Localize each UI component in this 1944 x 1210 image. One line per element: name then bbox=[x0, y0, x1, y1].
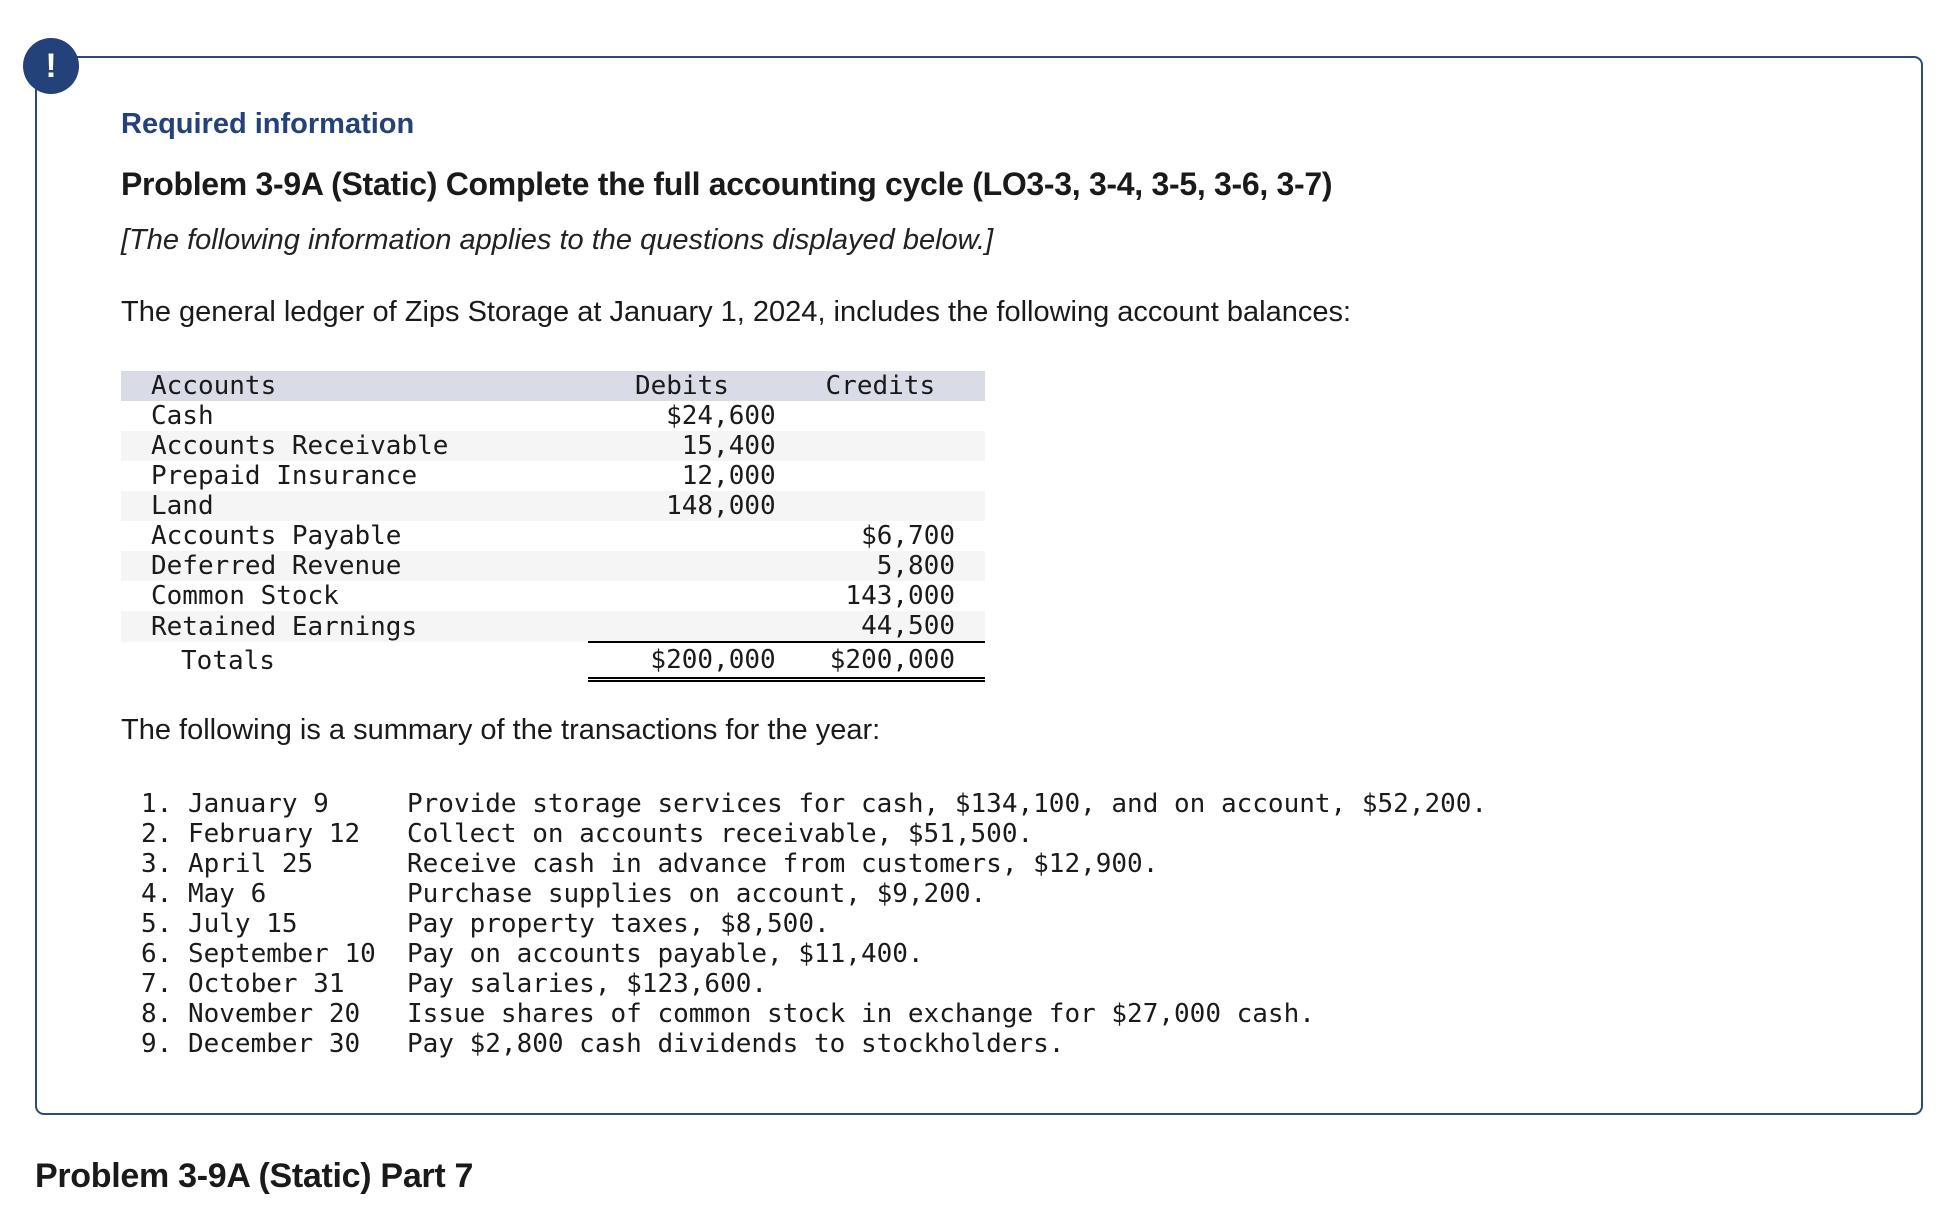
transaction-text: Pay $2,800 cash dividends to stockholders. bbox=[407, 1029, 1065, 1059]
list-item bbox=[141, 819, 1487, 849]
transaction-text: Receive cash in advance from customers, $12,900. bbox=[407, 849, 1159, 879]
debit bbox=[588, 611, 775, 642]
ledger-intro: The general ledger of Zips Storage at January 1, 2024, includes the following account balances: bbox=[121, 296, 1352, 328]
account-name: Accounts Payable bbox=[151, 521, 402, 551]
transaction-text: Provide storage services for cash, $134,100, and on account, $52,200. bbox=[407, 789, 1488, 819]
totals-label: Totals bbox=[181, 645, 275, 676]
header-credits: Credits bbox=[776, 371, 985, 401]
transaction-date: 1. January 9 bbox=[141, 789, 329, 819]
table-row bbox=[121, 431, 985, 461]
debit: 148,000 bbox=[588, 491, 775, 521]
account-name: Retained Earnings bbox=[121, 611, 588, 642]
credit: 143,000 bbox=[845, 581, 955, 611]
table-row bbox=[121, 401, 985, 431]
debit: 15,400 bbox=[588, 431, 775, 461]
account-name: Accounts Receivable bbox=[121, 431, 588, 461]
table-row bbox=[121, 521, 985, 551]
transaction-text: Collect on accounts receivable, $51,500. bbox=[407, 819, 1034, 849]
account-name: Land bbox=[121, 491, 588, 521]
debit bbox=[588, 551, 775, 581]
debit: 12,000 bbox=[681, 461, 776, 491]
table-row bbox=[121, 461, 985, 491]
transaction-date: 3. April 25 bbox=[141, 849, 314, 879]
credit bbox=[776, 431, 985, 461]
transaction-date: 4. May 6 bbox=[141, 879, 267, 909]
list-item bbox=[141, 999, 1487, 1029]
summary-intro: The following is a summary of the transactions for the year: bbox=[121, 714, 881, 746]
transaction-date: 8. November 20 bbox=[141, 999, 361, 1029]
table-row bbox=[121, 581, 985, 611]
list-item bbox=[141, 879, 1487, 909]
part-heading: Problem 3-9A (Static) Part 7 bbox=[35, 1157, 474, 1195]
debit: $24,600 bbox=[666, 401, 776, 431]
transaction-text: Pay property taxes, $8,500. bbox=[407, 909, 830, 939]
credit bbox=[776, 401, 985, 431]
table-row bbox=[121, 551, 985, 581]
required-information-label: Required information bbox=[121, 108, 415, 140]
credit: 5,800 bbox=[776, 551, 985, 581]
credit bbox=[776, 461, 985, 491]
total-debit: $200,000 bbox=[588, 642, 775, 680]
debit bbox=[588, 521, 775, 551]
transaction-date: 9. December 30 bbox=[141, 1029, 361, 1059]
transaction-date: 2. February 12 bbox=[141, 819, 361, 849]
transaction-text: Purchase supplies on account, $9,200. bbox=[407, 879, 987, 909]
list-item bbox=[141, 849, 1487, 879]
transaction-date: 7. October 31 bbox=[141, 969, 345, 999]
table-row bbox=[121, 611, 985, 642]
alert-icon: ! bbox=[23, 38, 79, 94]
header-debits: Debits bbox=[588, 371, 775, 401]
transaction-date: 5. July 15 bbox=[141, 909, 298, 939]
transaction-text: Issue shares of common stock in exchange for $27,000 cash. bbox=[407, 999, 1315, 1029]
account-name: Deferred Revenue bbox=[121, 551, 588, 581]
transaction-text: Pay salaries, $123,600. bbox=[407, 969, 768, 999]
account-name: Prepaid Insurance bbox=[151, 461, 418, 491]
credit: $6,700 bbox=[861, 521, 955, 551]
transaction-date: 6. September 10 bbox=[141, 939, 376, 969]
ledger-table bbox=[121, 371, 985, 682]
list-item bbox=[141, 1029, 1487, 1059]
list-item bbox=[141, 789, 1487, 819]
total-credit: $200,000 bbox=[776, 642, 985, 680]
ledger-header-row bbox=[121, 371, 985, 401]
credit bbox=[776, 491, 985, 521]
list-item bbox=[141, 909, 1487, 939]
transaction-text: Pay on accounts payable, $11,400. bbox=[407, 939, 924, 969]
header-accounts: Accounts bbox=[121, 371, 588, 401]
problem-title: Problem 3-9A (Static) Complete the full accounting cycle (LO3-3, 3-4, 3-5, 3-6, 3-7) bbox=[121, 166, 1333, 202]
account-name: Cash bbox=[151, 401, 214, 431]
account-name: Common Stock bbox=[151, 581, 339, 611]
list-item bbox=[141, 939, 1487, 969]
table-row bbox=[121, 491, 985, 521]
debit bbox=[588, 581, 775, 611]
credit: 44,500 bbox=[776, 611, 985, 642]
list-item bbox=[141, 969, 1487, 999]
totals-row bbox=[121, 642, 985, 680]
transactions-list bbox=[141, 789, 1487, 1059]
info-note: [The following information applies to the questions displayed below.] bbox=[121, 224, 994, 256]
